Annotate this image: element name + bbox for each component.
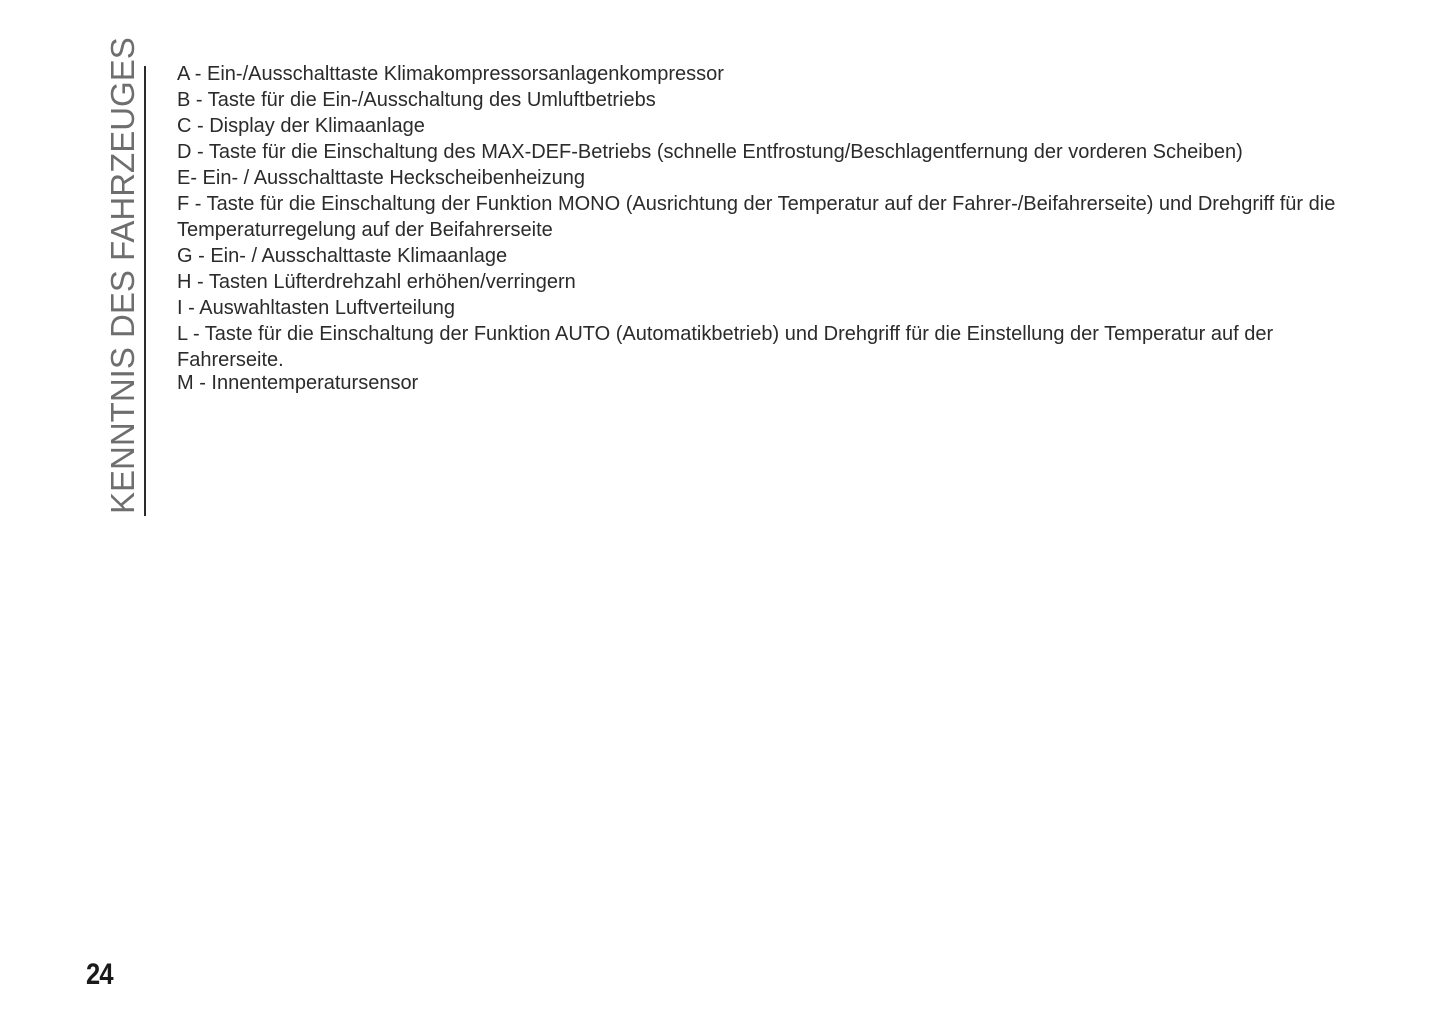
legend-item-f: F - Taste für die Einschaltung der Funktion MONO (Ausrichtung der Temperatur auf der Fahrer-/Beifahrerseite) und Drehgriff für die Temperaturregelung auf der Beifahrerseite (177, 193, 1336, 241)
legend-item-c: C - Display der Klimaanlage (177, 115, 425, 137)
legend-item-e: E- Ein- / Ausschalttaste Heckscheibenheizung (177, 167, 585, 189)
section-divider (144, 66, 146, 516)
legend-list (177, 61, 1377, 396)
legend-item-g: G - Ein- / Ausschalttaste Klimaanlage (177, 245, 508, 267)
legend-item-b: B - Taste für die Ein-/Ausschaltung des Umluftbetriebs (177, 89, 656, 111)
legend-item-a: A - Ein-/Ausschalttaste Klimakompressorsanlagenkompressor (177, 63, 724, 85)
page-number: 24 (86, 958, 113, 991)
legend-item-l: L - Taste für die Einschaltung der Funktion AUTO (Automatikbetrieb) und Drehgriff für die Einstellung der Temperatur auf der Fahrerseite. (177, 323, 1274, 371)
legend-item-h: H - Tasten Lüfterdrehzahl erhöhen/verringern (177, 271, 576, 293)
legend-item-i: I - Auswahltasten Luftverteilung (177, 297, 455, 319)
section-title: KENNTNIS DES FAHRZEUGES (104, 37, 141, 514)
legend-item-d: D - Taste für die Einschaltung des MAX-DEF-Betriebs (schnelle Entfrostung/Beschlagentfernung der vorderen Scheiben) (177, 141, 1243, 163)
legend-item-m: M - Innentemperatursensor (177, 372, 419, 394)
